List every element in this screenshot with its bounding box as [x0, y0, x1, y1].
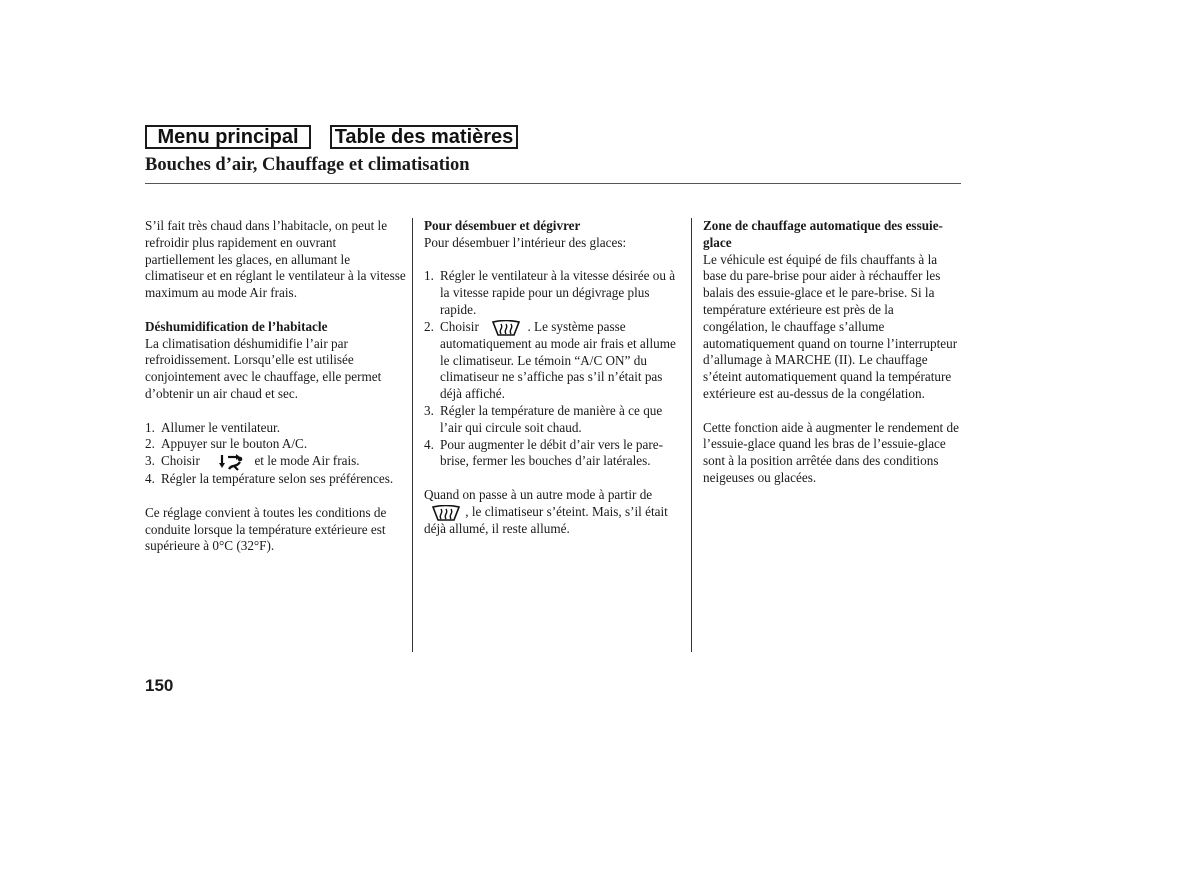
dehumidify-text: La climatisation déshumidifie l’air par refroidissement. Lorsqu’elle est utilisée conjointement avec le chauffage, elle permet d’obtenir un air chaud et sec. — [145, 335, 382, 401]
windshield-defrost-icon — [432, 505, 460, 521]
column-defrost — [424, 218, 686, 537]
windshield-defrost-icon — [492, 320, 520, 336]
cooling-outro: Ce réglage convient à toutes les conditions de conduite lorsque la température extérieure est supérieure à 0°C (32°F). — [145, 504, 387, 554]
list-item: 4. Régler la température selon ses préférences. — [145, 471, 394, 487]
wiper-heater-function: Cette fonction aide à augmenter le rendement de l’essuie-glace quand les bras de l’essuie-glace sont à la position arrêtée dans des conditions neigeuses ou glacées. — [703, 419, 959, 485]
section-title: Bouches d’air, Chauffage et climatisation — [145, 155, 470, 175]
column-divider — [691, 218, 692, 652]
dehumidify-steps — [145, 420, 407, 488]
defrost-heading: Pour désembuer et dégivrer — [424, 218, 581, 233]
defrost-steps — [424, 268, 686, 470]
floor-defrost-mode-icon — [219, 453, 245, 471]
page-number: 150 — [145, 676, 174, 695]
defrost-note: Quand on passe à un autre mode à partir de , le climatiseur s’éteint. Mais, s’il était déjà allumé, il reste allumé. — [424, 486, 668, 536]
list-item: 1. Allumer le ventilateur. — [145, 419, 281, 435]
wiper-heater-text: Le véhicule est équipé de fils chauffants à la base du pare-brise pour aider à réchauffer les balais des essuie-glace et le pare-brise. Si la température extérieure est près de la congélation, le chauffage s’allume automatiquement quand on tourne l’interrupteur d’allumage à MARCHE (II). Le chauffage s’éteint automatiquement quand la température extérieure est au-dessus de la congélation. — [703, 251, 958, 401]
menu-principal-label: Menu principal — [157, 126, 299, 148]
cooling-intro: S’il fait très chaud dans l’habitacle, on peut le refroidir plus rapidement en ouvrant partiellement les glaces, en allumant le climatiseur et en réglant le ventilateur à la vitesse maximum au mode Air frais. — [145, 218, 406, 301]
column-cooling — [145, 218, 407, 555]
title-divider — [145, 183, 961, 184]
list-item: 4. Pour augmenter le débit d’air vers le pare-brise, fermer les bouches d’air latérales. — [424, 436, 663, 469]
list-item: 3. Choisir et le mode Air frais. — [145, 453, 407, 471]
table-des-matieres-button[interactable] — [330, 125, 518, 149]
column-wiper-heater — [703, 218, 961, 487]
dehumidify-heading: Déshumidification de l’habitacle — [145, 318, 328, 334]
menu-principal-button[interactable] — [145, 125, 311, 149]
list-item: 3. Régler la température de manière à ce que l’air qui circule soit chaud. — [424, 402, 663, 435]
wiper-heater-heading: Zone de chauffage automatique des essuie-glace — [703, 218, 943, 250]
list-item: 2. Appuyer sur le bouton A/C. — [145, 436, 308, 452]
list-item: 2. Choisir . Le système passe automatiquement au mode air frais et allume le climatiseur. Le témoin “A/C ON” du climatiseur ne s’affiche pas s’il n’était pas déjà affiché. — [424, 318, 676, 402]
list-item: 1. Régler le ventilateur à la vitesse désirée ou à la vitesse rapide pour un dégivrage plus rapide. — [424, 268, 676, 317]
column-divider — [412, 218, 413, 652]
defrost-intro: Pour désembuer l’intérieur des glaces: — [424, 234, 627, 250]
table-des-matieres-label: Table des matières — [334, 126, 514, 148]
